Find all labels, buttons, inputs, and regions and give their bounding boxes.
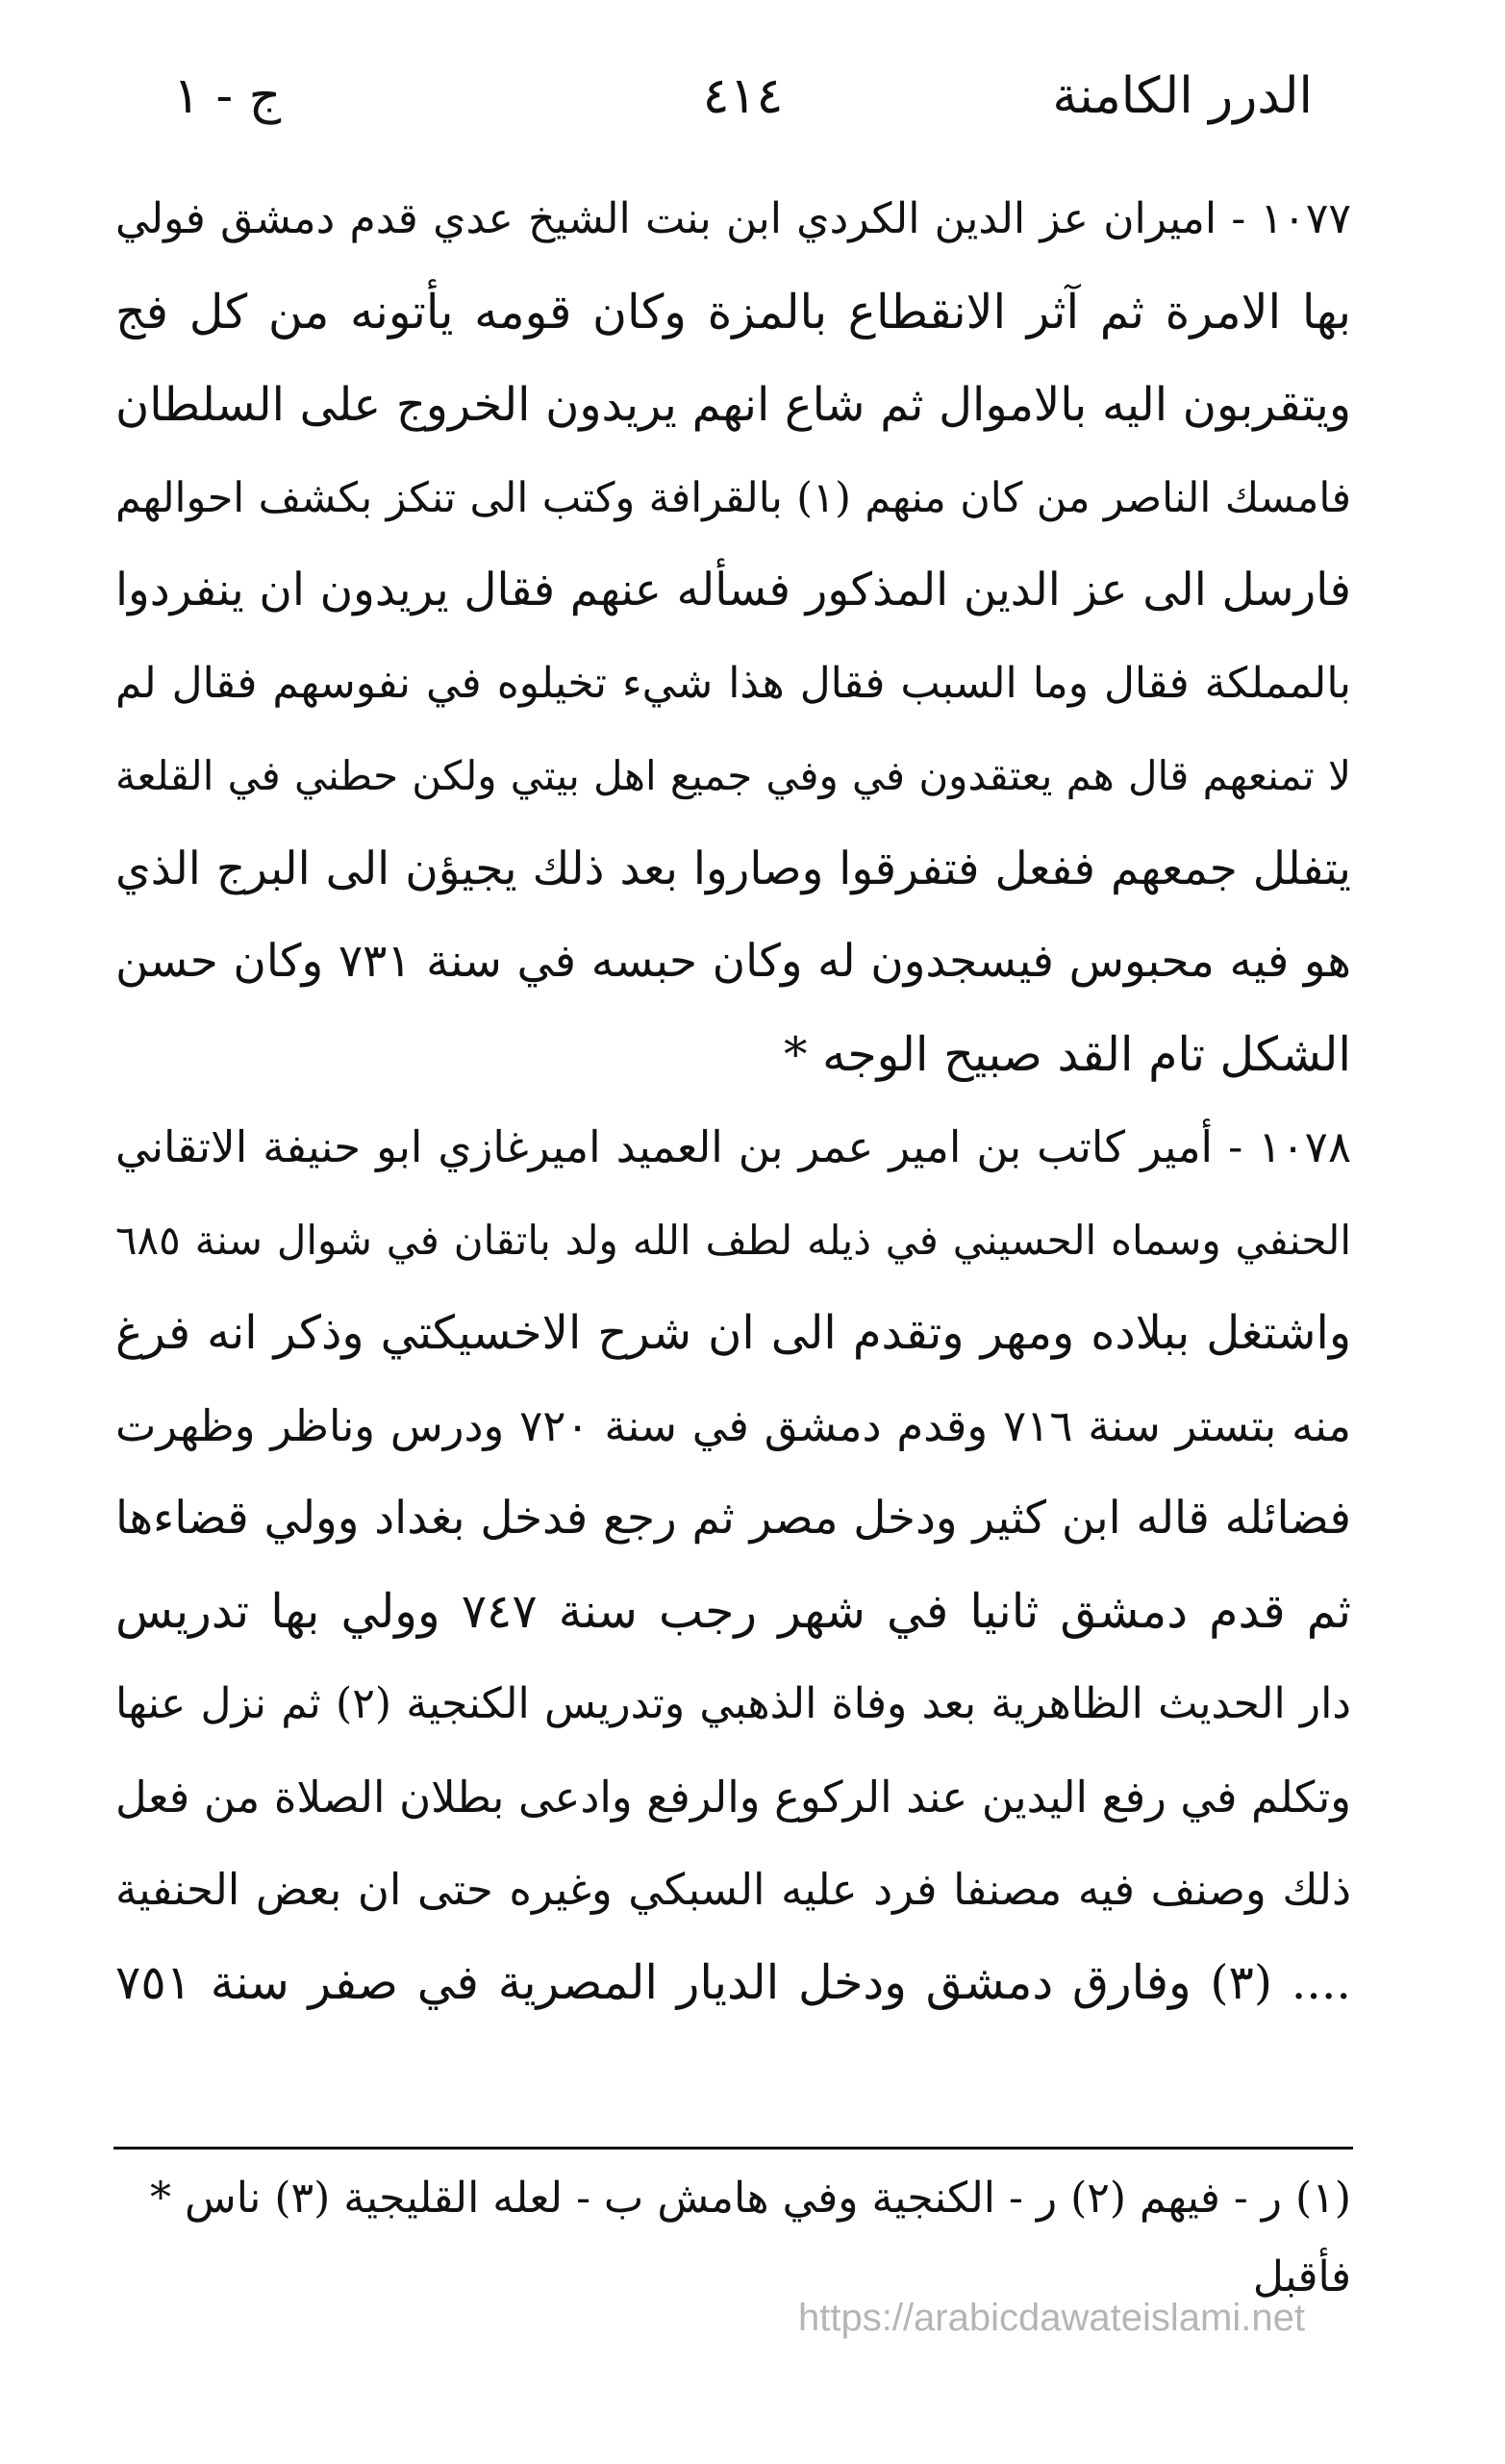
page-header	[173, 67, 1313, 154]
footnote-line: (١) ر - فيهم (٢) ر - الكنجية وفي هامش ب - لعله القليجية (٣) ناس *	[150, 2174, 1351, 2223]
text-line: وتكلم في رفع اليدين عند الركوع والرفع وادعى بطلان الصلاة من فعل	[115, 1771, 1351, 1823]
text-line: ثم قدم دمشق ثانيا في شهر رجب سنة ٧٤٧ وولي بها تدريس	[115, 1583, 1351, 1639]
text-line: فارسل الى عز الدين المذكور فسأله عنهم فقال يريدون ان ينفردوا	[115, 564, 1351, 616]
footnote-line: فأقبل	[1252, 2252, 1351, 2301]
text-line: فامسك الناصر من كان منهم (١) بالقرافة وكتب الى تنكز بكشف احوالهم	[115, 473, 1351, 522]
text-line: لا تمنعهم قال هم يعتقدون في وفي جميع اهل بيتي ولكن حطني في القلعة	[115, 752, 1351, 799]
text-line: ١٠٧٧ - اميران عز الدين الكردي ابن بنت الشيخ عدي قدم دمشق فولي	[115, 194, 1351, 243]
main-text	[115, 173, 1351, 2029]
footnotes	[115, 2159, 1351, 2317]
text-line: ١٠٧٨ - أمير كاتب بن امير عمر بن العميد اميرغازي ابو حنيفة الاتقاني	[115, 1121, 1351, 1172]
page-number: ٤١٤	[702, 67, 784, 125]
text-line: دار الحديث الظاهرية بعد وفاة الذهبي وتدريس الكنجية (٢) ثم نزل عنها	[115, 1679, 1351, 1728]
text-line: يتفلل جمعهم ففعل فتفرقوا وصاروا بعد ذلك يجيؤن الى البرج الذي	[115, 842, 1351, 895]
text-line: الشكل تام القد صبيح الوجه *	[784, 1026, 1351, 1082]
footnote-divider	[113, 2147, 1353, 2150]
text-line: بالمملكة فقال وما السبب فقال هذا شيء تخيلوه في نفوسهم فقال لم	[115, 658, 1351, 708]
text-line: منه بتستر سنة ٧١٦ وقدم دمشق في سنة ٧٢٠ ودرس وناظر وظهرت	[115, 1399, 1351, 1451]
volume-label: ج - ١	[173, 67, 282, 125]
watermark-url: https://arabicdawateislami.net	[798, 2297, 1305, 2339]
text-line: ذلك وصنف فيه مصنفا فرد عليه السبكي وغيره حتى ان بعض الحنفية	[115, 1864, 1351, 1915]
text-line: واشتغل ببلاده ومهر وتقدم الى ان شرح الاخسيكتي وذكر انه فرغ	[115, 1306, 1351, 1360]
text-line: الحنفي وسماه الحسيني في ذيله لطف الله ولد باتقان في شوال سنة ٦٨٥	[115, 1216, 1351, 1264]
text-line: بها الامرة ثم آثر الانقطاع بالمزة وكان قومه يأتونه من كل فج	[115, 284, 1351, 339]
book-title: الدرر الكامنة	[1052, 67, 1313, 125]
text-line: هو فيه محبوس فيسجدون له وكان حبسه في سنة ٧٣١ وكان حسن	[115, 935, 1351, 988]
text-line: فضائله قاله ابن كثير ودخل مصر ثم رجع فدخل بغداد وولي قضاءها	[115, 1492, 1351, 1545]
text-line: ويتقربون اليه بالاموال ثم شاع انهم يريدون الخروج على السلطان	[115, 378, 1351, 432]
text-line: .... (٣) وفارق دمشق ودخل الديار المصرية في صفر سنة ٧٥١	[115, 1954, 1351, 2010]
